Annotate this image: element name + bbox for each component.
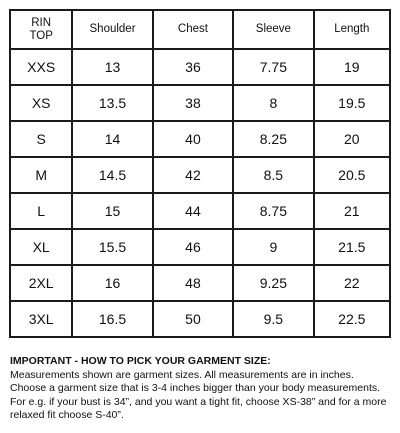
length-cell: 22 (314, 265, 390, 301)
shoulder-cell: 13 (72, 49, 152, 85)
size-cell: 2XL (10, 265, 72, 301)
shoulder-cell: 15 (72, 193, 152, 229)
sleeve-cell: 7.75 (233, 49, 313, 85)
instruction-line: Choose a garment size that is 3-4 inches bigger than your body measurements. (10, 382, 381, 394)
table-row (10, 193, 390, 229)
chest-cell: 42 (153, 157, 233, 193)
table-row (10, 265, 390, 301)
header-chest: Chest (153, 10, 233, 49)
table-row (10, 85, 390, 121)
size-cell: S (10, 121, 72, 157)
chest-cell: 50 (153, 301, 233, 337)
header-row (10, 10, 390, 49)
length-cell: 22.5 (314, 301, 390, 337)
header-length: Length (314, 10, 390, 49)
header-size-label: RIN TOP (10, 10, 72, 49)
table-header (10, 10, 390, 49)
sleeve-cell: 9 (233, 229, 313, 265)
size-cell: XS (10, 85, 72, 121)
length-cell: 21 (314, 193, 390, 229)
table-row (10, 121, 390, 157)
chest-cell: 46 (153, 229, 233, 265)
shoulder-cell: 14.5 (72, 157, 152, 193)
shoulder-cell: 13.5 (72, 85, 152, 121)
sleeve-cell: 8.25 (233, 121, 313, 157)
chest-cell: 38 (153, 85, 233, 121)
size-cell: L (10, 193, 72, 229)
sleeve-cell: 8.75 (233, 193, 313, 229)
sleeve-cell: 9.5 (233, 301, 313, 337)
length-cell: 21.5 (314, 229, 390, 265)
length-cell: 20.5 (314, 157, 390, 193)
length-cell: 19.5 (314, 85, 390, 121)
sleeve-cell: 8 (233, 85, 313, 121)
shoulder-cell: 14 (72, 121, 152, 157)
header-shoulder: Shoulder (72, 10, 152, 49)
sleeve-cell: 9.25 (233, 265, 313, 301)
table-row (10, 229, 390, 265)
instructions-heading: IMPORTANT - HOW TO PICK YOUR GARMENT SIZE: (10, 355, 271, 367)
shoulder-cell: 16 (72, 265, 152, 301)
shoulder-cell: 15.5 (72, 229, 152, 265)
chest-cell: 44 (153, 193, 233, 229)
size-cell: 3XL (10, 301, 72, 337)
length-cell: 19 (314, 49, 390, 85)
size-cell: XL (10, 229, 72, 265)
chest-cell: 48 (153, 265, 233, 301)
sizing-instructions (10, 355, 394, 423)
size-cell: M (10, 157, 72, 193)
chest-cell: 40 (153, 121, 233, 157)
instruction-line: For e.g. if your bust is 34”, and you want a tight fit, choose XS-38” and for a more (10, 395, 387, 408)
shoulder-cell: 16.5 (72, 301, 152, 337)
size-cell: XXS (10, 49, 72, 85)
table-row (10, 157, 390, 193)
sleeve-cell: 8.5 (233, 157, 313, 193)
chest-cell: 36 (153, 49, 233, 85)
table-body (10, 49, 390, 337)
table-row (10, 301, 390, 337)
length-cell: 20 (314, 121, 390, 157)
table-row (10, 49, 390, 85)
instruction-line: Measurements shown are garment sizes. All measurements are in inches. (10, 368, 354, 381)
size-chart-table (9, 9, 391, 338)
instruction-line: relaxed fit choose S-40”. (10, 409, 124, 421)
header-sleeve: Sleeve (233, 10, 313, 49)
